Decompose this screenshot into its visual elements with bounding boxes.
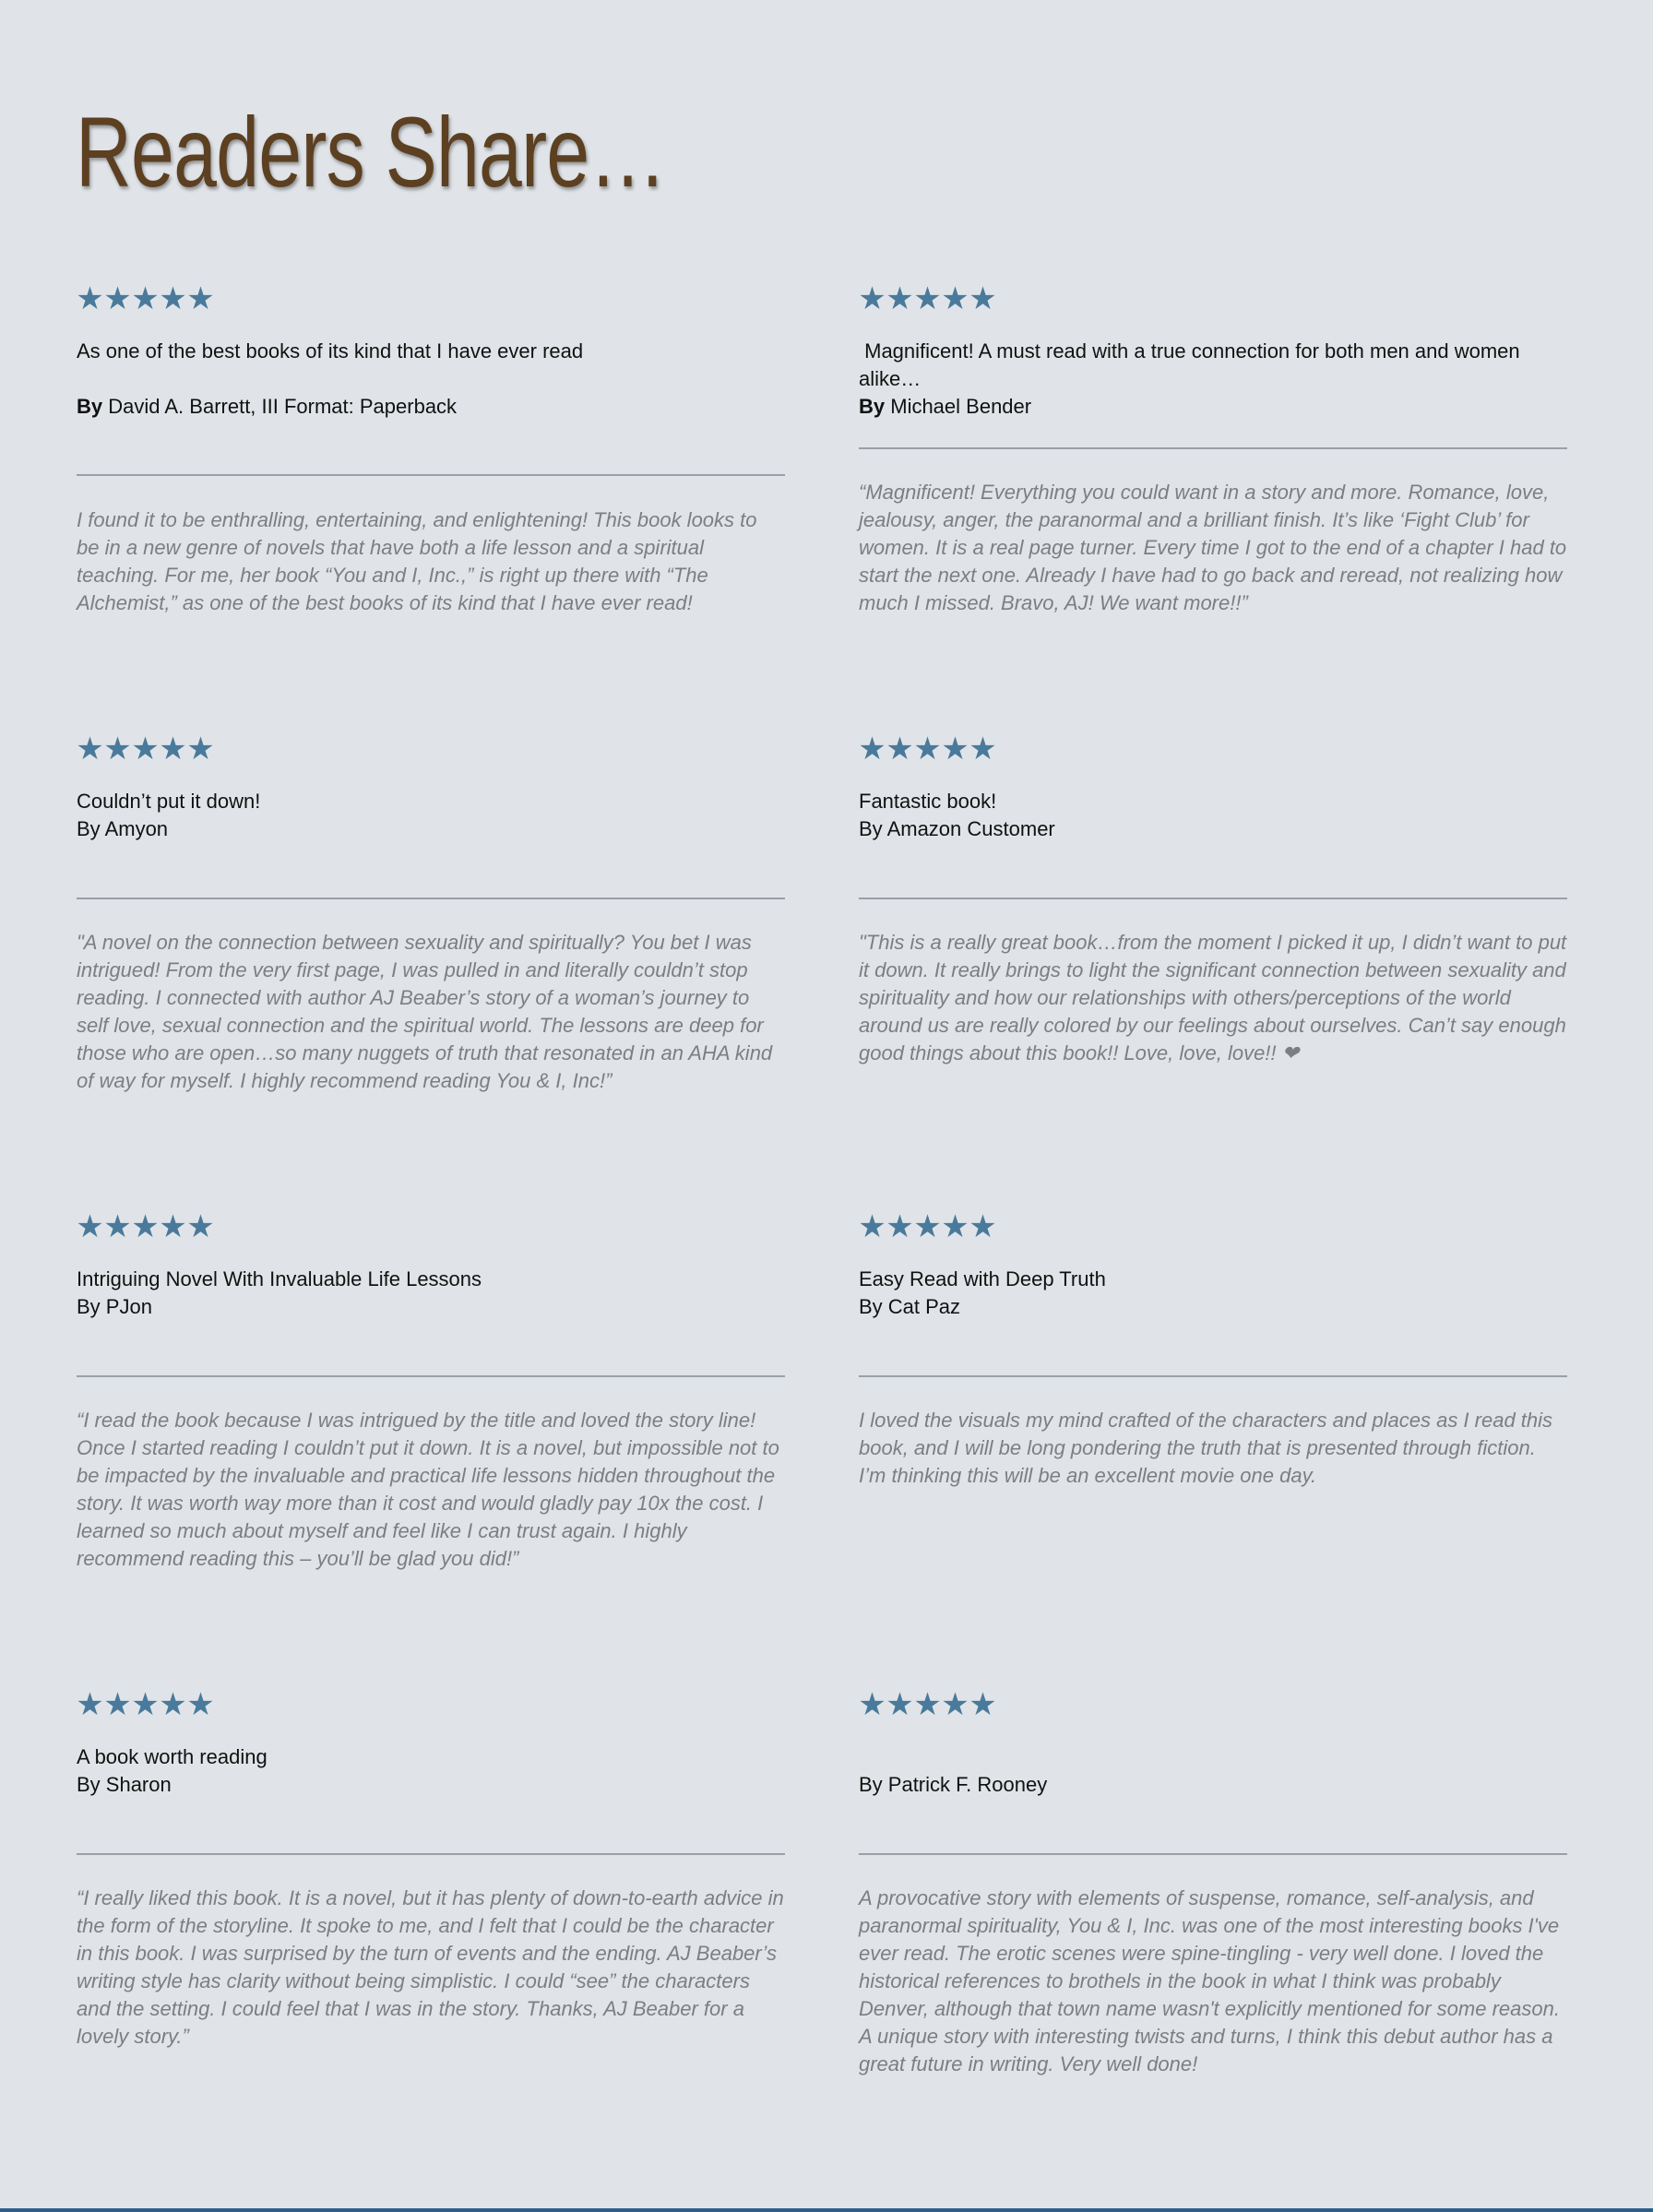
review-divider xyxy=(77,898,785,899)
review-divider xyxy=(77,1375,785,1377)
review-divider xyxy=(859,1375,1567,1377)
star-icon: ★ xyxy=(131,731,160,767)
star-icon: ★ xyxy=(858,731,886,767)
star-icon: ★ xyxy=(913,1686,942,1723)
review-author: By PJon xyxy=(77,1295,152,1318)
star-rating xyxy=(859,732,997,766)
review-text: I loved the visuals my mind crafted of the characters and places as I read this book, and I will be long pondering the truth that is presented through fiction. I’m thinking this will be an excellent movie one day. xyxy=(859,1409,1553,1487)
review-author xyxy=(77,393,785,421)
by-label: By xyxy=(77,395,103,418)
review-text: “Magnificent! Everything you could want in a story and more. Romance, love, jealousy, anger, the paranormal and a brilliant finish. It’s like ‘Fight Club’ for women. It is a real page turner. Every time I got to the end of a chapter I had to start the next one. Already I have had to go back and reread, not realizing how much I missed. Bravo, AJ! We want more!!” xyxy=(859,481,1567,614)
star-icon: ★ xyxy=(969,1686,997,1723)
review-text: "A novel on the connection between sexuality and spiritually? You bet I was intrigued! From the very first page, I was pulled in and literally couldn’t stop reading. I connected with author AJ Beaber’s story of a woman’s journey to self love, sexual connection and the spiritual world. The lessons are deep for those who are open…so many nuggets of truth that resonated in an AHA kind of way for myself. I highly recommend reading You & I, Inc!” xyxy=(77,931,773,1092)
review-text: A provocative story with elements of suspense, romance, self-analysis, and paranormal spirituality, You & I, Inc. was one of the most interesting books I've ever read. The erotic scenes were spine-tingling - very well done. I loved the historical references to brothels in the book in what I think was probably Denver, although that town name wasn't explicitly mentioned for some reason. A unique story with interesting twists and turns, I think this debut author has a great future in writing. Very well done! xyxy=(859,1886,1560,2075)
review-headline: A book worth reading xyxy=(77,1745,268,1768)
review-headline: Magnificent! A must read with a true connection for both men and women alike… xyxy=(859,339,1526,390)
review-headline: Couldn’t put it down! xyxy=(77,790,261,813)
star-icon: ★ xyxy=(76,1208,104,1245)
star-rating xyxy=(859,1210,997,1243)
page-bottom-border xyxy=(0,2208,1653,2212)
star-rating xyxy=(859,282,997,315)
by-label: By xyxy=(859,395,886,418)
review-author: By Amyon xyxy=(77,817,169,840)
star-icon: ★ xyxy=(131,1686,160,1723)
star-icon: ★ xyxy=(76,731,104,767)
star-icon: ★ xyxy=(186,280,215,317)
star-icon: ★ xyxy=(159,1208,187,1245)
review-headline: Intriguing Novel With Invaluable Life Lessons xyxy=(77,1267,482,1290)
star-icon: ★ xyxy=(131,280,160,317)
review-header xyxy=(77,788,785,843)
review-header xyxy=(859,1266,1567,1321)
page-title: Readers Share… xyxy=(76,96,666,208)
star-icon: ★ xyxy=(103,731,132,767)
review-author xyxy=(859,393,1567,421)
star-icon: ★ xyxy=(159,280,187,317)
star-icon: ★ xyxy=(76,1686,104,1723)
star-icon: ★ xyxy=(969,1208,997,1245)
star-icon: ★ xyxy=(858,1208,886,1245)
star-icon: ★ xyxy=(969,280,997,317)
review-header xyxy=(77,1743,785,1799)
star-rating xyxy=(77,1210,215,1243)
review-header xyxy=(859,1743,1567,1799)
star-icon: ★ xyxy=(941,731,969,767)
star-icon: ★ xyxy=(941,1686,969,1723)
review-header xyxy=(77,338,785,421)
star-icon: ★ xyxy=(103,1208,132,1245)
star-icon: ★ xyxy=(886,731,914,767)
star-icon: ★ xyxy=(886,1208,914,1245)
star-rating xyxy=(77,1688,215,1721)
review-text: I found it to be enthralling, entertaining, and enlightening! This book looks to be in a new genre of novels that have both a life lesson and a spiritual teaching. For me, her book “You and I, Inc.,” is right up there with “The Alchemist,” as one of the best books of its kind that I have ever read! xyxy=(77,508,757,614)
review-headline: Fantastic book! xyxy=(859,790,997,813)
star-icon: ★ xyxy=(941,280,969,317)
review-divider xyxy=(859,447,1567,449)
author-name: Michael Bender xyxy=(885,395,1032,418)
star-icon: ★ xyxy=(913,280,942,317)
review-text: “I read the book because I was intrigued by the title and loved the story line! Once I started reading I couldn’t put it down. It is a novel, but impossible not to be impacted by the invaluable and practical life lessons hidden throughout the story. It was worth way more than it cost and would gladly pay 10x the cost. I learned so much about myself and feel like I can trust again. I highly recommend reading this – you’ll be glad you did!” xyxy=(77,1409,779,1570)
star-icon: ★ xyxy=(913,731,942,767)
star-icon: ★ xyxy=(858,280,886,317)
review-header xyxy=(77,1266,785,1321)
star-icon: ★ xyxy=(969,731,997,767)
review-header xyxy=(859,338,1567,421)
star-icon: ★ xyxy=(186,1686,215,1723)
review-divider xyxy=(77,1853,785,1855)
author-name: David A. Barrett, III Format: Paperback xyxy=(102,395,458,418)
review-author: By Patrick F. Rooney xyxy=(859,1773,1048,1796)
star-icon: ★ xyxy=(941,1208,969,1245)
star-icon: ★ xyxy=(131,1208,160,1245)
star-icon: ★ xyxy=(858,1686,886,1723)
star-icon: ★ xyxy=(186,731,215,767)
star-rating xyxy=(77,732,215,766)
review-headline: As one of the best books of its kind that I have ever read xyxy=(77,339,584,363)
review-headline xyxy=(859,1743,1567,1771)
star-icon: ★ xyxy=(159,731,187,767)
star-rating xyxy=(77,282,215,315)
star-rating xyxy=(859,1688,997,1721)
star-icon: ★ xyxy=(186,1208,215,1245)
review-author: By Cat Paz xyxy=(859,1295,961,1318)
review-author: By Amazon Customer xyxy=(859,817,1055,840)
star-icon: ★ xyxy=(103,280,132,317)
review-author: By Sharon xyxy=(77,1773,172,1796)
star-icon: ★ xyxy=(886,1686,914,1723)
star-icon: ★ xyxy=(103,1686,132,1723)
review-divider xyxy=(859,898,1567,899)
review-header xyxy=(859,788,1567,843)
review-divider xyxy=(859,1853,1567,1855)
star-icon: ★ xyxy=(886,280,914,317)
review-text: “I really liked this book. It is a novel, but it has plenty of down-to-earth advice in the form of the storyline. It spoke to me, and I felt that I could be the character in this book. I was surprised by the turn of events and the ending. AJ Beaber’s writing style has clarity without being simplistic. I could “see” the characters and the setting. I could feel that I was in the story. Thanks, AJ Beaber for a lovely story.” xyxy=(77,1886,784,2048)
review-text: "This is a really great book…from the moment I picked it up, I didn’t want to put it down. It really brings to light the significant connection between sexuality and spirituality and how our relationships with others/perceptions of the world around us are really colored by our feelings about ourselves. Can’t say enough good things about this book!! Love, love, love!! ❤ xyxy=(859,931,1567,1064)
star-icon: ★ xyxy=(913,1208,942,1245)
star-icon: ★ xyxy=(76,280,104,317)
review-divider xyxy=(77,474,785,476)
review-headline: Easy Read with Deep Truth xyxy=(859,1267,1106,1290)
star-icon: ★ xyxy=(159,1686,187,1723)
